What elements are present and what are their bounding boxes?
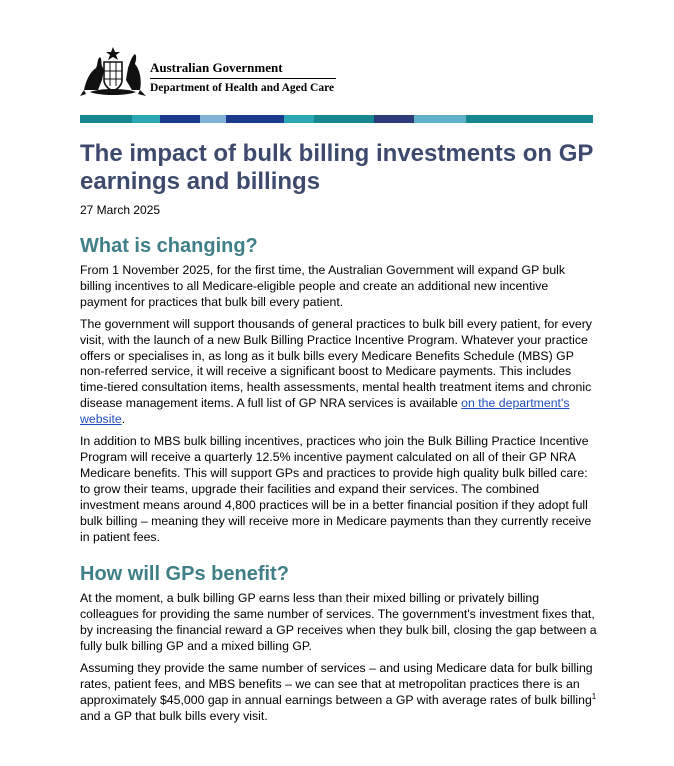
band-segment [80, 115, 132, 123]
paragraph-end: and a GP that bulk bills every visit. [80, 708, 268, 723]
paragraph: In addition to MBS bulk billing incentives, practices who join the Bulk Billing Practice Incentive Program will receive a quarterly 12.5% incentive payment calculated on all of their GP NRA Medicare benefits. This will support GPs and practices to provide high quality bulk billed care: to grow their teams, upgrade their facilities and expand their services. The combined investment means around 4,800 practices will be in a better financial position if they adopt full bulk billing – meaning they will receive more in Medicare payments than they currently receive in patient fees. [80, 434, 592, 544]
band-segment [132, 115, 160, 123]
publication-date: 27 March 2025 [80, 203, 161, 217]
band-segment [200, 115, 226, 123]
page-title: The impact of bulk billing investments on GP earnings and billings [80, 140, 593, 195]
band-segment [466, 115, 593, 123]
paragraph [80, 317, 598, 428]
paragraph-text: Assuming they provide the same number of services – and using Medicare data for bulk billing rates, patient fees, and MBS benefits – we can see that at metropolitan practices there is an approximately $45,000 gap in annual earnings between a GP with average rates of bulk billing [80, 661, 593, 707]
band-segment [160, 115, 200, 123]
government-name: Australian Government [150, 60, 283, 75]
agency-divider [150, 78, 336, 79]
department-name: Department of Health and Aged Care [150, 82, 335, 94]
section-heading-changing: What is changing? [80, 235, 258, 257]
paragraph-text: The government will support thousands of general practices to bulk bill every patient, for every visit, with the launch of a new Bulk Billing Practice Incentive Program. Whatever your practice offers or specialises in, as long as it bulk bills every Medicare Benefits Schedule (MBS) GP non-referred service, it will receive a significant boost to Medicare payments. This includes time-tiered consultation items, health assessments, mental health treatment items and chronic disease management items. A full list of GP NRA services is available [80, 316, 592, 411]
paragraph [80, 661, 598, 725]
band-segment [284, 115, 314, 123]
section-heading-benefit: How will GPs benefit? [80, 563, 289, 586]
colour-band [80, 115, 593, 123]
footnote-reference[interactable]: 1 [591, 691, 597, 701]
paragraph: At the moment, a bulk billing GP earns less than their mixed billing or privately billing colleagues for providing the same number of services. The government's investment fixes that, by increasing the financial reward a GP receives when they bulk bill, closing the gap between a fully bulk billing GP and a mixed billing GP. [80, 591, 597, 654]
department-website-link[interactable]: on the department's website [80, 396, 570, 427]
band-segment [374, 115, 414, 123]
paragraph-end: . [121, 412, 126, 427]
document-body [80, 140, 598, 731]
coat-of-arms-icon [80, 46, 146, 98]
band-segment [314, 115, 374, 123]
agency-block [150, 60, 420, 95]
band-segment [414, 115, 466, 123]
band-segment [226, 115, 284, 123]
paragraph: From 1 November 2025, for the first time, the Australian Government will expand GP bulk billing incentives to all Medicare-eligible people and create an additional new incentive payment for practices that bulk bill every patient. [80, 263, 566, 309]
